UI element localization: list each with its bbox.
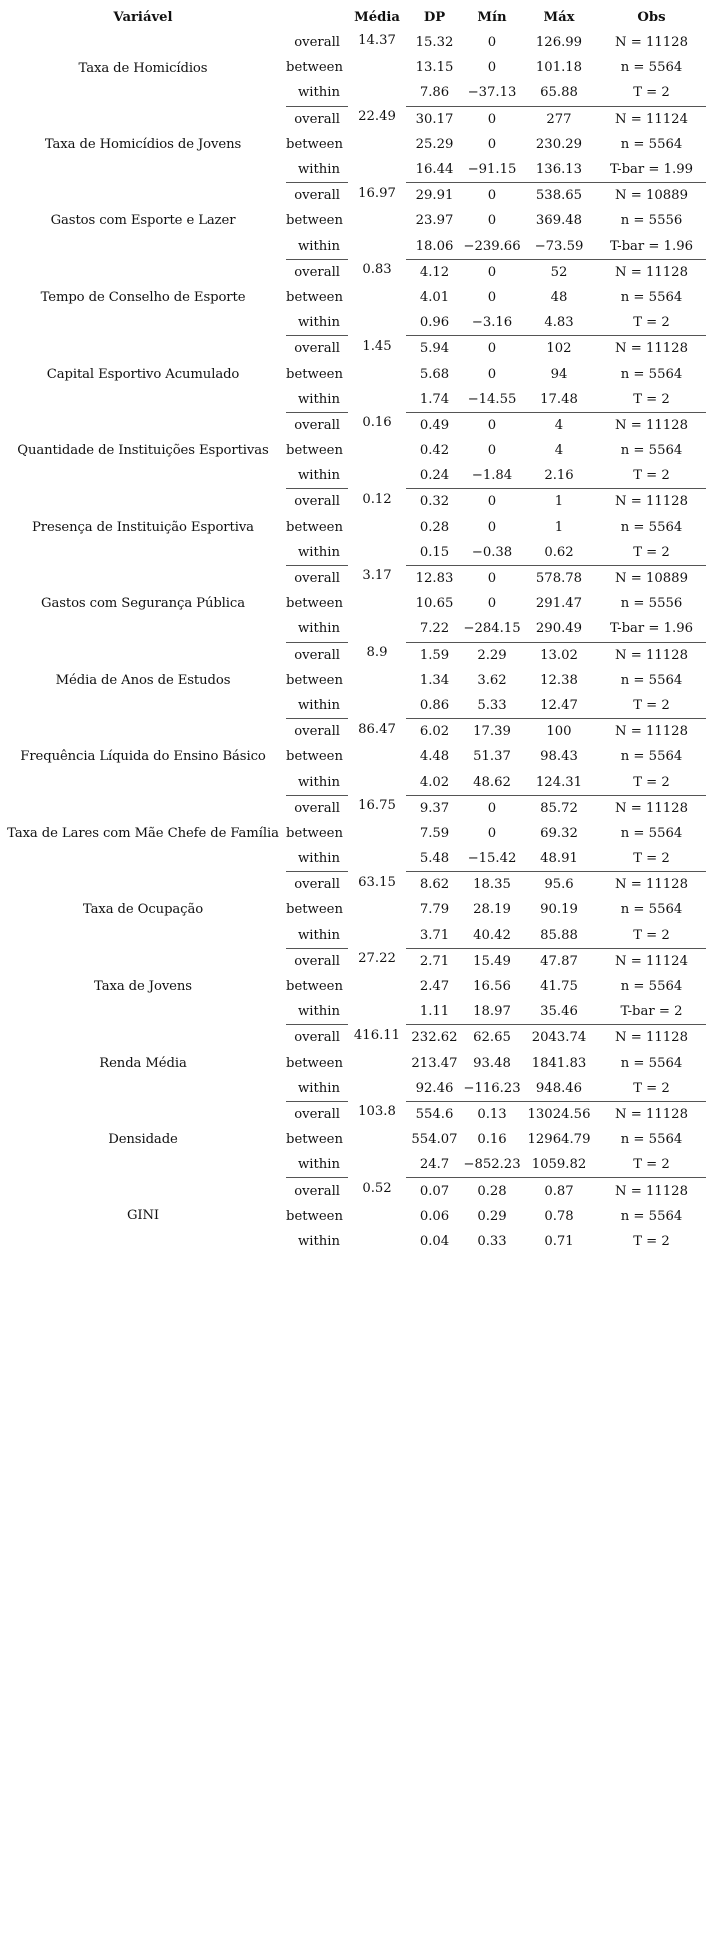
variable-name: Taxa de Homicídios [78,60,208,76]
row-type: overall [294,877,340,893]
obs-value: T = 2 [597,387,706,413]
dp-value: 2.71 [419,953,450,969]
obs-value: n = 5564 [620,1208,683,1224]
media-value: 3.17 [362,568,392,584]
dp-value: 23.97 [415,213,454,229]
obs-value: T-bar = 2 [597,999,706,1025]
dp-value: 554.6 [415,1106,454,1122]
min-value: 0 [487,35,497,51]
dp-value: 13.15 [415,60,454,76]
variable-name: Gastos com Segurança Pública [41,596,245,612]
variable-name: Quantidade de Instituições Esportivas [17,443,269,459]
obs-value: n = 5564 [620,902,683,918]
min-value: 0 [487,596,497,612]
dp-value: 6.02 [419,724,450,740]
min-value: 3.62 [477,672,507,688]
min-value: −91.15 [463,157,521,183]
dp-value: 232.62 [411,1030,458,1046]
row-type: within [286,769,348,795]
row-type: between [286,136,343,152]
max-value: 230.29 [535,136,583,152]
row-type: within [286,463,348,489]
media-value: 27.22 [358,951,396,967]
obs-value: n = 5564 [620,1055,683,1071]
dp-value: 0.24 [406,463,463,489]
obs-value: n = 5564 [620,979,683,995]
min-value: −0.38 [463,540,521,566]
obs-value: T-bar = 1.96 [597,234,706,260]
row-type: overall [294,800,340,816]
min-value: 18.35 [473,877,511,893]
min-value: 17.39 [473,724,511,740]
row-type: overall [294,1030,340,1046]
media-value: 8.9 [366,645,388,660]
min-value: 0.29 [477,1208,507,1224]
min-value: 5.33 [463,693,521,719]
dp-value: 0.15 [406,540,463,566]
dp-value: 213.47 [411,1055,458,1071]
dp-value: 0.42 [419,443,450,459]
dp-value: 7.86 [406,80,463,106]
table-row [0,1025,706,1051]
dp-value: 10.65 [415,596,454,612]
obs-value: T = 2 [597,846,706,872]
dp-value: 1.59 [419,647,450,663]
obs-value: T = 2 [597,463,706,489]
max-value: 136.13 [521,157,597,183]
min-value: −116.23 [463,1076,521,1102]
dp-value: 24.7 [406,1152,463,1178]
obs-value: N = 11128 [615,724,688,740]
header-dp: DP [423,9,446,25]
min-value: 93.48 [473,1055,511,1071]
table-row [0,642,706,668]
max-value: 52 [550,264,568,280]
dp-value: 92.46 [406,1076,463,1102]
min-value: −239.66 [463,234,521,260]
media-value: 14.37 [358,33,396,48]
media-value: 16.97 [358,185,396,201]
max-value: 277 [546,111,572,127]
obs-value: n = 5556 [620,596,683,612]
variable-name: Tempo de Conselho de Esporte [40,289,246,305]
row-type: overall [294,724,340,740]
max-value: 0.78 [544,1208,574,1224]
row-type: overall [294,647,340,663]
row-type: between [286,1208,343,1224]
media-value: 416.11 [353,1027,401,1043]
obs-value: N = 11128 [615,800,688,816]
header-max: Máx [543,9,575,25]
dp-value: 7.22 [406,616,463,642]
dp-value: 2.47 [419,979,450,995]
obs-value: n = 5564 [620,60,683,76]
dp-value: 3.71 [406,923,463,949]
obs-value: N = 10889 [615,188,688,204]
variable-name: Gastos com Esporte e Lazer [50,213,236,229]
obs-value: N = 11128 [615,494,688,510]
row-type: overall [294,1183,340,1199]
dp-value: 25.29 [415,136,454,152]
dp-value: 9.37 [419,800,450,816]
obs-value: n = 5564 [620,825,683,841]
min-value: −284.15 [463,616,521,642]
max-value: 578.78 [535,571,583,587]
obs-value: N = 11128 [615,417,688,433]
row-type: within [286,234,348,260]
min-value: 0 [487,800,497,816]
variable-name: Taxa de Lares com Mãe Chefe de Família [7,825,279,841]
variable-name: Taxa de Ocupação [82,902,204,918]
media-value: 0.12 [362,491,392,507]
obs-value: n = 5564 [620,749,683,765]
min-value: 0 [487,289,497,305]
dp-value: 5.94 [419,341,450,357]
obs-value: T = 2 [597,540,706,566]
obs-value: T-bar = 1.99 [597,157,706,183]
dp-value: 15.32 [415,35,454,51]
max-value: 12.47 [521,693,597,719]
min-value: −1.84 [463,463,521,489]
max-value: 12964.79 [527,1132,591,1148]
row-type: between [286,366,343,382]
obs-value: N = 11128 [615,264,688,280]
max-value: 102 [546,341,572,357]
max-value: 101.18 [535,60,583,76]
min-value: 0 [487,417,497,433]
table-row [0,795,706,821]
obs-value: N = 11124 [615,111,688,127]
media-value: 1.45 [362,338,392,354]
max-value: 291.47 [535,596,583,612]
row-type: between [286,443,343,459]
max-value: 0.87 [544,1183,574,1199]
table-row [0,1178,706,1204]
row-type: between [286,979,343,995]
min-value: 62.65 [473,1030,511,1046]
min-value: 0 [487,366,497,382]
row-type: overall [294,571,340,587]
max-value: 538.65 [535,188,583,204]
row-type: between [286,213,343,229]
obs-value: T-bar = 1.96 [597,616,706,642]
row-type: between [286,749,343,765]
obs-value: N = 11128 [615,35,688,51]
dp-value: 0.32 [419,494,450,510]
min-value: 0 [487,825,497,841]
dp-value: 1.74 [406,387,463,413]
max-value: 95.6 [544,877,574,893]
max-value: 1059.82 [521,1152,597,1178]
row-type: within [286,387,348,413]
max-value: 69.32 [540,825,578,841]
max-value: 48 [550,289,568,305]
dp-value: 4.12 [419,264,450,280]
max-value: 4 [554,417,564,433]
row-type: within [286,310,348,336]
min-value: 0 [487,188,497,204]
min-value: −3.16 [463,310,521,336]
header-min: Mín [477,9,507,25]
dp-value: 0.06 [419,1208,450,1224]
obs-value: N = 11128 [615,341,688,357]
row-type: between [286,825,343,841]
row-type: within [286,80,348,106]
media-value: 0.16 [362,415,392,431]
min-value: 0 [487,111,497,127]
max-value: 2043.74 [531,1030,587,1046]
max-value: 90.19 [540,902,578,918]
min-value: 16.56 [473,979,511,995]
max-value: 13.02 [540,647,578,663]
row-type: within [286,1076,348,1102]
obs-value: T = 2 [597,80,706,106]
row-type: within [297,1233,340,1249]
max-value: 100 [546,724,572,740]
max-value: 94 [550,366,568,382]
row-type: between [286,672,343,688]
min-value: 0.13 [477,1106,507,1122]
media-value: 16.75 [358,798,396,814]
obs-value: N = 11128 [615,1183,688,1199]
row-type: within [286,999,348,1025]
row-type: within [286,693,348,719]
max-value: 85.72 [540,800,578,816]
min-value: 2.29 [477,647,507,663]
dp-value: 4.48 [419,749,450,765]
max-value: 948.46 [521,1076,597,1102]
dp-value: 7.79 [419,902,450,918]
max-value: 13024.56 [527,1106,591,1122]
table-row [0,872,706,898]
dp-value: 5.48 [406,846,463,872]
table-row [0,259,706,285]
row-type: between [286,60,343,76]
variable-name: GINI [126,1208,160,1224]
variable-name: Taxa de Jovens [94,979,192,995]
row-type: within [286,846,348,872]
min-value: −15.42 [463,846,521,872]
row-type: overall [294,341,340,357]
table-body [0,30,706,1254]
media-value: 0.52 [362,1180,392,1196]
media-value: 63.15 [358,874,396,890]
max-value: 1841.83 [531,1055,587,1071]
dp-value: 554.07 [411,1132,458,1148]
row-type: overall [294,417,340,433]
variable-name: Capital Esportivo Acumulado [46,366,240,382]
variable-name: Taxa de Homicídios de Jovens [44,136,242,152]
max-value: 0.62 [521,540,597,566]
row-type: within [286,157,348,183]
table-row [0,1101,706,1127]
obs-value: T = 2 [633,1233,670,1249]
dp-value: 4.02 [406,769,463,795]
table-row [0,565,706,591]
min-value: 0 [487,341,497,357]
max-value: 124.31 [521,769,597,795]
obs-value: T = 2 [597,769,706,795]
max-value: 12.38 [540,672,578,688]
obs-value: N = 11128 [615,1106,688,1122]
row-type: overall [294,111,340,127]
min-value: −14.55 [463,387,521,413]
table-header-row [0,4,706,30]
obs-value: T = 2 [597,310,706,336]
dp-value: 1.11 [406,999,463,1025]
header-variavel: Variável [113,9,173,25]
table-row [0,30,706,55]
table-row [0,106,706,132]
max-value: 85.88 [521,923,597,949]
dp-value: 12.83 [415,571,454,587]
min-value: 15.49 [473,953,511,969]
max-value: 290.49 [521,616,597,642]
row-type: overall [294,953,340,969]
obs-value: n = 5556 [620,213,683,229]
max-value: 48.91 [521,846,597,872]
media-value: 103.8 [358,1104,396,1120]
row-type: between [286,1055,343,1071]
dp-value: 0.49 [419,417,450,433]
variable-name: Densidade [108,1132,178,1148]
media-value: 0.83 [362,262,392,278]
min-value: 51.37 [473,749,511,765]
dp-value: 0.86 [406,693,463,719]
header-media: Média [354,9,400,25]
max-value: 4 [554,443,564,459]
max-value: 126.99 [535,35,583,51]
obs-value: n = 5564 [620,672,683,688]
max-value: −73.59 [521,234,597,260]
dp-value: 0.28 [419,519,450,535]
obs-value: T = 2 [597,693,706,719]
dp-value: 29.91 [415,188,454,204]
table-row [0,183,706,209]
header-obs: Obs [637,9,666,25]
dp-value: 30.17 [415,111,454,127]
max-value: 1 [554,494,564,510]
row-type: within [286,616,348,642]
table-row [0,948,706,974]
obs-value: N = 10889 [615,571,688,587]
obs-value: N = 11128 [615,1030,688,1046]
min-value: 0 [487,443,497,459]
table-row [0,489,706,515]
variable-name: Renda Média [99,1055,187,1071]
dp-value: 0.07 [419,1183,450,1199]
dp-value: 8.62 [419,877,450,893]
variable-name: Presença de Instituição Esportiva [32,519,254,535]
dp-value: 16.44 [406,157,463,183]
obs-value: T = 2 [597,1076,706,1102]
max-value: 2.16 [521,463,597,489]
summary-statistics-table [0,4,706,1254]
row-type: between [286,902,343,918]
media-value: 86.47 [358,721,396,737]
obs-value: n = 5564 [620,136,683,152]
row-type: overall [294,1106,340,1122]
row-type: between [286,1132,343,1148]
min-value: 0 [487,264,497,280]
dp-value: 0.04 [419,1233,450,1249]
obs-value: T = 2 [597,923,706,949]
min-value: 0 [487,60,497,76]
row-type: overall [294,35,340,51]
obs-value: N = 11128 [615,647,688,663]
max-value: 1 [554,519,564,535]
obs-value: T = 2 [597,1152,706,1178]
dp-value: 5.68 [419,366,450,382]
obs-value: n = 5564 [620,443,683,459]
obs-value: N = 11128 [615,877,688,893]
row-type: within [286,923,348,949]
row-type: overall [294,494,340,510]
min-value: 18.97 [463,999,521,1025]
obs-value: N = 11124 [615,953,688,969]
max-value: 65.88 [521,80,597,106]
row-type: between [286,596,343,612]
variable-name: Frequência Líquida do Ensino Básico [20,749,266,765]
table-row [0,719,706,745]
row-type: within [286,1152,348,1178]
max-value: 41.75 [540,979,578,995]
header-type [286,4,348,30]
obs-value: n = 5564 [620,366,683,382]
min-value: 0.16 [477,1132,507,1148]
obs-value: n = 5564 [620,289,683,305]
min-value: 0 [487,136,497,152]
max-value: 4.83 [521,310,597,336]
max-value: 17.48 [521,387,597,413]
min-value: 28.19 [473,902,511,918]
row-type: within [286,540,348,566]
dp-value: 7.59 [419,825,450,841]
min-value: 0 [487,494,497,510]
row-type: overall [294,188,340,204]
dp-value: 0.96 [406,310,463,336]
max-value: 98.43 [540,749,578,765]
min-value: −852.23 [463,1152,521,1178]
dp-value: 1.34 [419,672,450,688]
min-value: 0 [487,571,497,587]
obs-value: n = 5564 [620,519,683,535]
max-value: 35.46 [521,999,597,1025]
min-value: 0.28 [477,1183,507,1199]
row-type: between [286,289,343,305]
dp-value: 4.01 [419,289,450,305]
variable-name: Média de Anos de Estudos [55,672,231,688]
min-value: 0 [487,519,497,535]
row-type: overall [294,264,340,280]
max-value: 0.71 [544,1233,574,1249]
min-value: 40.42 [463,923,521,949]
min-value: 0.33 [477,1233,507,1249]
table-row [0,412,706,438]
min-value: 0 [487,213,497,229]
dp-value: 18.06 [406,234,463,260]
row-type: between [286,519,343,535]
table-row [0,336,706,362]
min-value: −37.13 [463,80,521,106]
max-value: 369.48 [535,213,583,229]
max-value: 47.87 [540,953,578,969]
obs-value: n = 5564 [620,1132,683,1148]
media-value: 22.49 [358,109,396,125]
min-value: 48.62 [463,769,521,795]
